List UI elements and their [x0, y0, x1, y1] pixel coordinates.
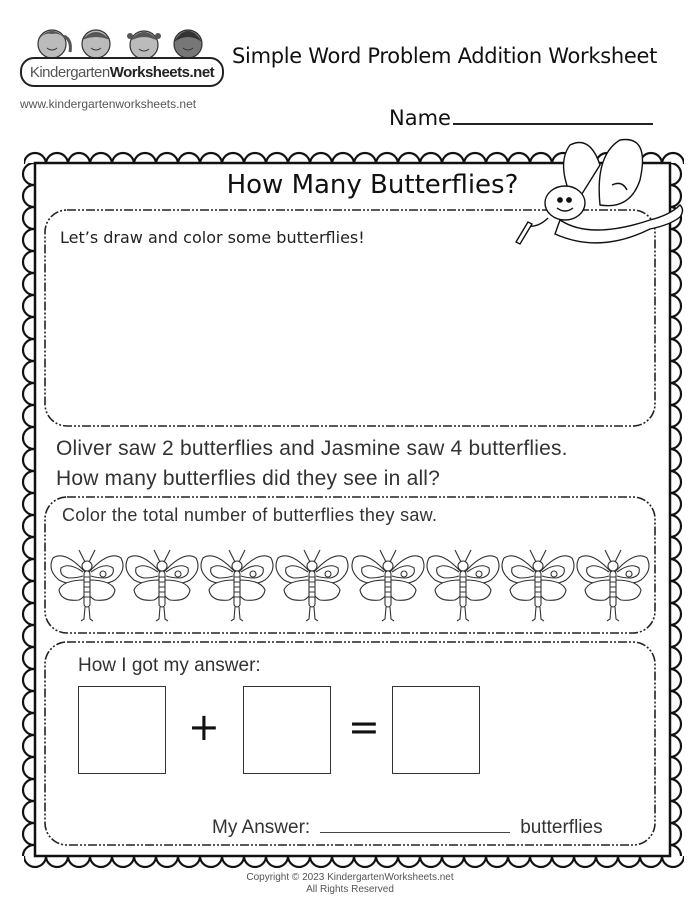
answer-unit: butterflies — [520, 817, 603, 838]
logo-text-part1: Kindergarten — [29, 63, 110, 81]
butterfly-icon[interactable] — [426, 544, 500, 624]
site-url: www.kindergartenworksheets.net — [20, 97, 197, 111]
worksheet-title: Simple Word Problem Addition Worksheet — [232, 44, 658, 68]
drawing-area[interactable] — [50, 255, 650, 420]
equals-sign: = — [348, 705, 380, 749]
my-answer-blank[interactable] — [320, 832, 510, 833]
butterfly-icon[interactable] — [200, 544, 274, 624]
color-prompt: Color the total number of butterflies they saw. — [62, 505, 438, 525]
butterfly-icon[interactable] — [275, 544, 349, 624]
butterfly-row — [50, 544, 650, 624]
activity-title: How Many Butterflies? — [226, 170, 519, 200]
plus-sign: + — [188, 705, 220, 749]
butterfly-icon[interactable] — [351, 544, 425, 624]
question-line-1: Oliver saw 2 butterflies and Jasmine saw 4 butterflies. — [56, 437, 568, 460]
my-answer-row — [212, 817, 603, 839]
addend-2-box[interactable] — [243, 686, 331, 774]
copyright-footer — [0, 872, 700, 896]
word-problem — [56, 434, 568, 494]
draw-prompt: Let’s draw and color some butterflies! — [60, 228, 365, 247]
butterfly-icon[interactable] — [125, 544, 199, 624]
how-i-got-answer-label: How I got my answer: — [78, 655, 261, 676]
butterfly-icon[interactable] — [50, 544, 124, 624]
my-answer-label: My Answer: — [212, 817, 311, 838]
addend-1-box[interactable] — [78, 686, 166, 774]
butterfly-icon[interactable] — [576, 544, 650, 624]
sum-box[interactable] — [392, 686, 480, 774]
question-line-2: How many butterflies did they see in all? — [56, 467, 441, 490]
copyright-text: Copyright © 2023 KindergartenWorksheets.net — [246, 872, 454, 883]
rights-text: All Rights Reserved — [306, 884, 394, 895]
name-label: Name — [389, 106, 451, 130]
butterfly-icon[interactable] — [501, 544, 575, 624]
logo-text-part2: Worksheets.net — [109, 63, 215, 81]
